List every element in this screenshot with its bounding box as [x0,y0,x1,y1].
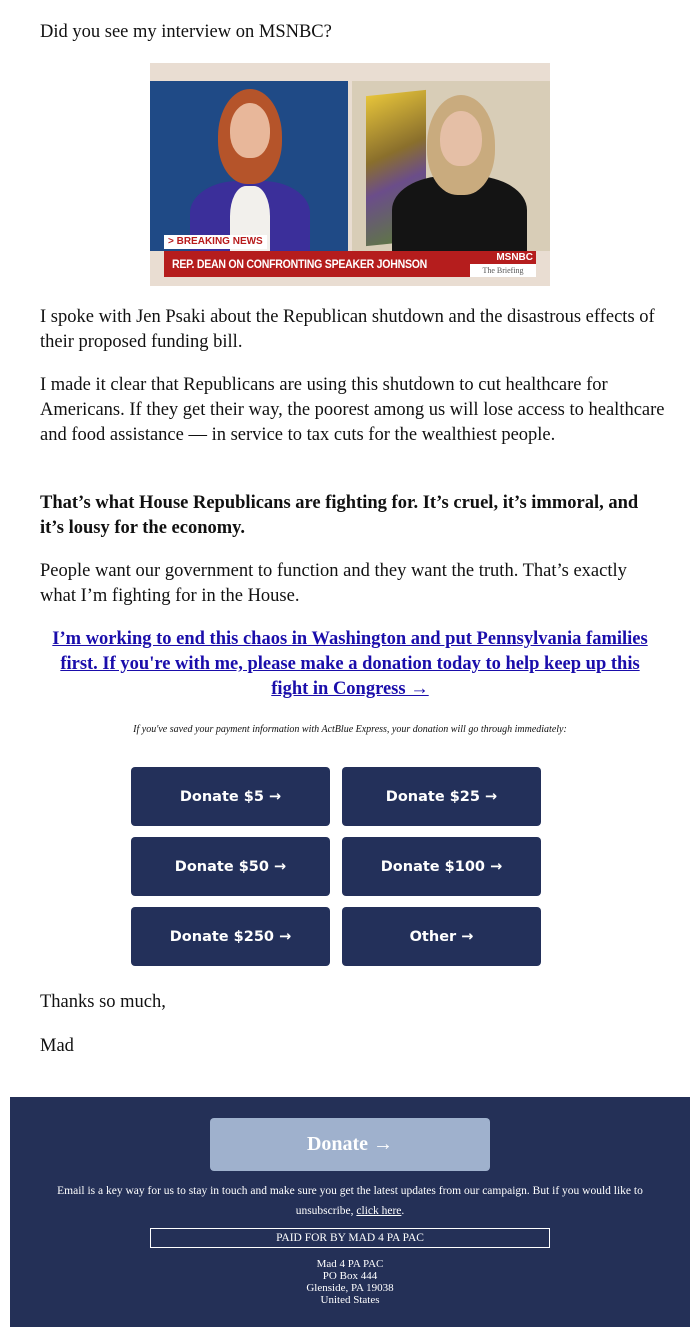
actblue-express-note: If you've saved your payment information with ActBlue Express, your donation will go through immediately: [133,724,567,735]
show-name: The Briefing [482,266,524,275]
footer-donate-button[interactable]: Donate → [210,1118,490,1171]
paid-for-disclaimer: PAID FOR BY MAD 4 PA PAC [150,1228,550,1248]
address-line: PO Box 444 [322,1270,378,1282]
signature: Mad [40,1036,74,1056]
unsubscribe-text [40,1181,660,1221]
paragraph: I spoke with Jen Psaki about the Republican shutdown and the disastrous effects of their proposed funding bill. [40,307,655,352]
address-line: Glenside, PA 19038 [306,1282,394,1294]
mailing-address [10,1258,690,1306]
donate-100-button[interactable]: Donate $100 → [342,837,541,896]
intro-text: Did you see my interview on MSNBC? [40,22,332,42]
host-panel [150,81,348,251]
period: . [401,1205,405,1217]
signoff: Thanks so much, [40,992,166,1012]
network-name: MSNBC [470,251,536,264]
donate-5-button[interactable]: Donate $5 → [131,767,330,826]
unsubscribe-message: Email is a key way for us to stay in touch and make sure you get the latest updates from our campaign. But if you would like to unsubscribe, [57,1185,643,1217]
guest-panel [352,81,550,251]
paragraph: I made it clear that Republicans are using this shutdown to cut healthcare for Americans. If they get their way, the poorest among us will lose access to healthcare and food assistance — in service to tax cuts for the wealthiest people. [40,375,665,445]
interview-video-thumbnail[interactable] [150,63,550,286]
msnbc-logo [470,251,536,277]
chyron-headline [164,251,536,277]
donate-cta-link[interactable]: I’m working to end this chaos in Washington and put Pennsylvania families first. If you're with me, please make a donation today to help keep up this fight in Congress → [52,629,648,699]
unsubscribe-link[interactable]: click here [356,1205,402,1217]
address-line: Mad 4 PA PAC [316,1258,384,1270]
breaking-news-tag: > BREAKING NEWS [164,235,267,249]
donate-other-button[interactable]: Other → [342,907,541,966]
paragraph-bold: That’s what House Republicans are fighting for. It’s cruel, it’s immoral, and it’s lousy for the economy. [40,493,639,538]
headline-text: REP. DEAN ON CONFRONTING SPEAKER JOHNSON [172,257,428,271]
donate-50-button[interactable]: Donate $50 → [131,837,330,896]
paragraph: People want our government to function and they want the truth. That’s exactly what I’m fighting for in the House. [40,561,627,606]
address-line: United States [320,1294,380,1306]
footer [10,1097,690,1327]
donate-250-button[interactable]: Donate $250 → [131,907,330,966]
donate-25-button[interactable]: Donate $25 → [342,767,541,826]
